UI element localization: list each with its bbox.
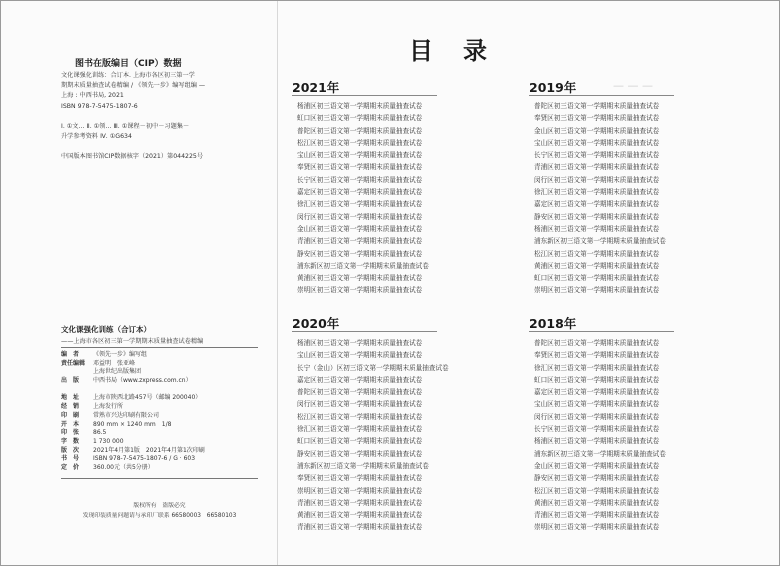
toc-entry: 金山区初三语文第一学期期末质量抽查试卷 [534, 126, 660, 135]
info-label: 定 价 [61, 463, 80, 471]
info-value: 360.00元（共5分册） [93, 463, 154, 471]
cip-record [61, 71, 271, 162]
toc-entry: 长宁区初三语文第一学期期末质量抽查试卷 [534, 151, 660, 160]
toc-entry: 青浦区初三语文第一学期期末质量抽查试卷 [297, 498, 423, 507]
toc-entry: 闵行区初三语文第一学期期末质量抽查试卷 [534, 175, 660, 184]
toc-entry: 黄浦区初三语文第一学期期末质量抽查试卷 [297, 511, 423, 520]
info-row [61, 377, 258, 386]
info-label: 编 者 [61, 351, 80, 358]
toc-list-2021 [297, 100, 429, 297]
toc-entry: 长宁区初三语文第一学期期末质量抽查试卷 [297, 175, 423, 184]
toc-entry: 黄浦区初三语文第一学期期末质量抽查试卷 [534, 498, 660, 507]
rights-line: 版权所有 盗版必究 [133, 503, 186, 509]
toc-year-heading: 2018年 [529, 316, 577, 331]
info-row [61, 368, 258, 377]
toc-entry: 静安区初三语文第一学期期末质量抽查试卷 [297, 249, 423, 258]
info-label: 责任编辑 [61, 359, 86, 367]
info-value: 上海发行所 [93, 403, 124, 411]
info-value: 常熟市兴达印刷有限公司 [93, 411, 160, 419]
toc-entry: 嘉定区初三语文第一学期期末质量抽查试卷 [297, 188, 423, 197]
toc-entry: 徐汇区初三语文第一学期期末质量抽查试卷 [297, 200, 423, 209]
toc-entry: 普陀区初三语文第一学期期末质量抽查试卷 [534, 339, 660, 347]
toc-entry: 徐汇区初三语文第一学期期末质量抽查试卷 [297, 425, 423, 434]
toc-list-2020 [297, 337, 449, 534]
info-row [61, 351, 258, 360]
info-label: 经 销 [61, 403, 80, 411]
year-rule [292, 95, 437, 96]
info-row [61, 438, 258, 447]
year-rule [529, 331, 674, 332]
cip-line: 上海 : 中西书局, 2021 [61, 92, 124, 100]
info-row [61, 455, 258, 464]
info-value: 890 mm × 1240 mm 1/8 [93, 420, 172, 428]
info-label: 出 版 [61, 377, 80, 385]
toc-entry: 浦东新区初三语文第一学期期末质量抽查试卷 [297, 261, 429, 270]
toc-entry: 虹口区初三语文第一学期期末质量抽查试卷 [534, 375, 660, 384]
book-title: 文化课强化训练（合订本） [61, 325, 151, 334]
toc-title: 目录 [409, 36, 517, 65]
cip-line: 文化课强化训练：合订本. 上海市各区初三第一学 [61, 72, 195, 79]
toc-year-heading: 2019年 [529, 80, 577, 95]
toc-entry: 崇明区初三语文第一学期期末质量抽查试卷 [297, 486, 423, 495]
toc-entry: 闵行区初三语文第一学期期末质量抽查试卷 [297, 212, 423, 221]
cip-line: 期期末质量抽查试卷精编 / 《领先一步》编写组编 — [61, 82, 206, 90]
info-value: 上海世纪出版集团 [93, 368, 142, 376]
info-row [61, 412, 258, 421]
toc-entry: 浦东新区初三语文第一学期期末质量抽查试卷 [297, 461, 429, 470]
info-label: 印 张 [61, 429, 80, 437]
spacer [61, 112, 271, 122]
toc-year-heading: 2021年 [292, 80, 340, 95]
book-subtitle: ——上海市各区初三第一学期期末质量抽查试卷精编 [61, 338, 204, 345]
toc-entry: 黄浦区初三语文第一学期期末质量抽查试卷 [534, 261, 660, 270]
toc-entry: 嘉定区初三语文第一学期期末质量抽查试卷 [534, 200, 660, 209]
info-value: 上海市陕西北路457号（邮编 200040） [93, 394, 202, 402]
toc-entry: 黄浦区初三语文第一学期期末质量抽查试卷 [297, 274, 423, 283]
toc-entry: 奉贤区初三语文第一学期期末质量抽查试卷 [297, 474, 423, 483]
info-value: 1 730 000 [93, 437, 124, 445]
publication-info-table [61, 351, 258, 473]
toc-entry: 青浦区初三语文第一学期期末质量抽查试卷 [297, 523, 423, 532]
rule-top [61, 347, 258, 348]
info-row [61, 421, 258, 430]
toc-entry: 奉贤区初三语文第一学期期末质量抽查试卷 [297, 163, 423, 172]
toc-entry: 崇明区初三语文第一学期期末质量抽查试卷 [297, 286, 423, 295]
toc-entry: 普陀区初三语文第一学期期末质量抽查试卷 [534, 102, 660, 110]
info-value: 中西书局（www.zxpress.com.cn） [93, 377, 192, 385]
toc-entry: 宝山区初三语文第一学期期末质量抽查试卷 [534, 138, 660, 147]
info-label [61, 368, 93, 377]
toc-entry: 徐汇区初三语文第一学期期末质量抽查试卷 [534, 188, 660, 197]
toc-entry: 静安区初三语文第一学期期末质量抽查试卷 [534, 474, 660, 483]
info-row [61, 447, 258, 456]
info-row [61, 394, 258, 403]
info-label: 字 数 [61, 437, 80, 445]
info-value: 2021年4月第1版 2021年4月第1次印刷 [93, 446, 205, 454]
toc-entry: 松江区初三语文第一学期期末质量抽查试卷 [297, 138, 423, 147]
info-label: 印 刷 [61, 411, 80, 419]
rule-bottom [61, 478, 258, 479]
toc-entry: 杨浦区初三语文第一学期期末质量抽查试卷 [297, 102, 423, 110]
toc-entry: 青浦区初三语文第一学期期末质量抽查试卷 [534, 511, 660, 520]
toc-entry: 崇明区初三语文第一学期期末质量抽查试卷 [534, 523, 660, 532]
toc-entry: 普陀区初三语文第一学期期末质量抽查试卷 [297, 126, 423, 135]
toc-entry: 静安区初三语文第一学期期末质量抽查试卷 [534, 212, 660, 221]
toc-entry: 松江区初三语文第一学期期末质量抽查试卷 [534, 486, 660, 495]
info-row [61, 403, 258, 412]
spacer [61, 142, 271, 152]
cip-line: Ⅰ. ①文… Ⅱ. ①领… Ⅲ. ①课程－初中－习题集－ [61, 122, 190, 130]
cip-number: 中国版本图书馆CIP数据核字（2021）第044225号 [61, 153, 204, 161]
page-gutter [277, 1, 278, 565]
info-label: 地 址 [61, 394, 80, 402]
cip-line: 升学参考资料 Ⅳ. ①G634 [61, 133, 132, 141]
toc-entry: 松江区初三语文第一学期期末质量抽查试卷 [534, 249, 660, 258]
toc-list-2019 [534, 100, 666, 297]
bleed-through-text: — — — [613, 79, 653, 92]
toc-entry: 嘉定区初三语文第一学期期末质量抽查试卷 [297, 375, 423, 384]
toc-year-heading: 2020年 [292, 316, 340, 331]
toc-entry: 虹口区初三语文第一学期期末质量抽查试卷 [534, 274, 660, 283]
rights-notice [61, 501, 258, 521]
info-row [61, 360, 258, 369]
toc-entry: 奉贤区初三语文第一学期期末质量抽查试卷 [534, 351, 660, 360]
toc-entry: 长宁（金山）区初三语文第一学期期末质量抽查试卷 [297, 363, 449, 372]
toc-entry: 虹口区初三语文第一学期期末质量抽查试卷 [297, 437, 423, 446]
toc-entry: 杨浦区初三语文第一学期期末质量抽查试卷 [534, 224, 660, 233]
toc-list-2018 [534, 337, 666, 534]
toc-entry: 杨浦区初三语文第一学期期末质量抽查试卷 [297, 339, 423, 347]
toc-entry: 青浦区初三语文第一学期期末质量抽查试卷 [534, 163, 660, 172]
toc-entry: 松江区初三语文第一学期期末质量抽查试卷 [297, 412, 423, 421]
info-value: 《领先一步》编写组 [93, 351, 148, 358]
toc-entry: 浦东新区初三语文第一学期期末质量抽查试卷 [534, 237, 666, 246]
info-label: 开 本 [61, 420, 80, 428]
info-row [61, 429, 258, 438]
toc-entry: 徐汇区初三语文第一学期期末质量抽查试卷 [534, 363, 660, 372]
info-value: 邓益明 张亚峰 [93, 359, 136, 367]
year-rule [292, 331, 437, 332]
cip-title: 图书在版编目（CIP）数据 [75, 59, 182, 69]
info-value: 86.5 [93, 429, 107, 437]
toc-entry: 青浦区初三语文第一学期期末质量抽查试卷 [297, 237, 423, 246]
info-label: 版 次 [61, 446, 80, 454]
toc-entry: 浦东新区初三语文第一学期期末质量抽查试卷 [534, 449, 666, 458]
info-value: ISBN 978-7-5475-1807-6 / G · 603 [93, 455, 196, 463]
toc-entry: 奉贤区初三语文第一学期期末质量抽查试卷 [534, 114, 660, 123]
toc-entry: 嘉定区初三语文第一学期期末质量抽查试卷 [534, 388, 660, 397]
toc-entry: 宝山区初三语文第一学期期末质量抽查试卷 [297, 151, 423, 160]
cip-line: ISBN 978-7-5475-1807-6 [61, 102, 138, 110]
toc-entry: 普陀区初三语文第一学期期末质量抽查试卷 [297, 388, 423, 397]
toc-entry: 长宁区初三语文第一学期期末质量抽查试卷 [534, 425, 660, 434]
info-row [61, 464, 258, 473]
toc-entry: 金山区初三语文第一学期期末质量抽查试卷 [534, 461, 660, 470]
toc-entry: 金山区初三语文第一学期期末质量抽查试卷 [297, 224, 423, 233]
toc-entry: 崇明区初三语文第一学期期末质量抽查试卷 [534, 286, 660, 295]
toc-entry: 静安区初三语文第一学期期末质量抽查试卷 [297, 449, 423, 458]
toc-entry: 闵行区初三语文第一学期期末质量抽查试卷 [297, 400, 423, 409]
print-quality-notice: 发现印装质量问题请与承印厂联系 66580003 66580103 [82, 513, 237, 519]
toc-entry: 宝山区初三语文第一学期期末质量抽查试卷 [297, 351, 423, 360]
toc-entry: 宝山区初三语文第一学期期末质量抽查试卷 [534, 400, 660, 409]
toc-entry: 闵行区初三语文第一学期期末质量抽查试卷 [534, 412, 660, 421]
toc-entry: 虹口区初三语文第一学期期末质量抽查试卷 [297, 114, 423, 123]
info-label: 书 号 [61, 455, 80, 463]
year-rule [529, 95, 674, 96]
toc-entry: 杨浦区初三语文第一学期期末质量抽查试卷 [534, 437, 660, 446]
